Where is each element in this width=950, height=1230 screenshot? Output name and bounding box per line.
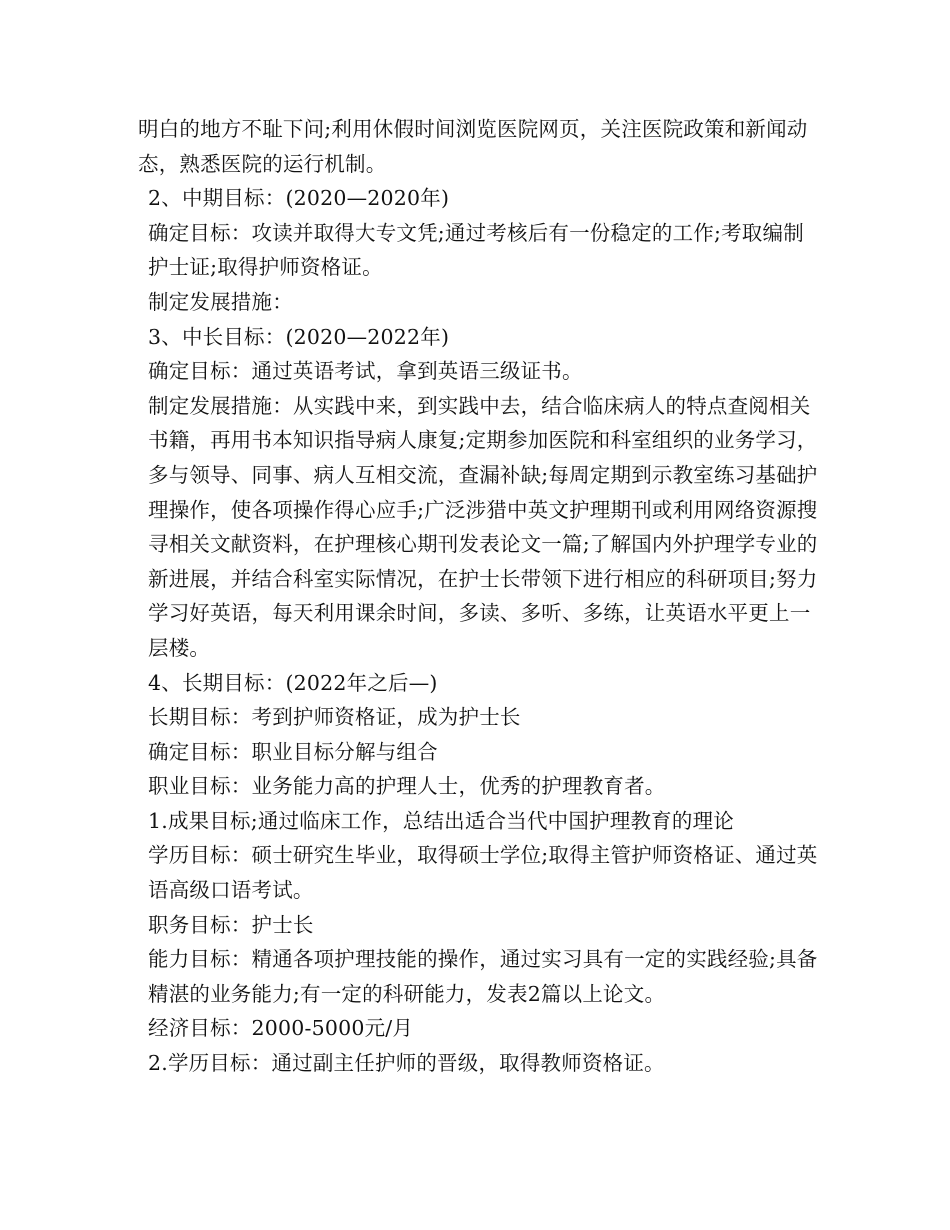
paragraph: 经济目标：2000-5000元/月 [148,1016,414,1041]
paragraph: 确定目标：职业目标分解与组合 [148,739,438,764]
paragraph: 职务目标：护士长 [148,912,314,937]
paragraph: 制定发展措施： [148,289,293,314]
paragraph: 能力目标：精通各项护理技能的操作，通过实习具有一定的实践经验;具备精湛的业务能力;有一定的科研能力，发表2篇以上论文。 [148,947,818,1006]
paragraph: 2.学历目标：通过副主任护师的晋级，取得教师资格证。 [148,1051,665,1076]
paragraph: 2、中期目标：(2020—2020年) [148,186,450,211]
paragraph: 确定目标：通过英语考试，拿到英语三级证书。 [148,359,583,384]
paragraph: 制定发展措施：从实践中来，到实践中去，结合临床病人的特点查阅相关书籍，再用书本知识指导病人康复;定期参加医院和科室组织的业务学习，多与领导、同事、病人互相交流，查漏补缺;每周定期到示教室练习基础护理操作，使各项操作得心应手;广泛涉猎中英文护理期刊或利用网络资源搜寻相关文献资料，在护理核心期刊发表论文一篇;了解国内外护理学专业的新进展，并结合科室实际情况，在护士长带领下进行相应的科研项目;努力学习好英语，每天利用课余时间，多读、多听、多练，让英语水平更上一层楼。 [148,393,818,660]
paragraph: 长期目标：考到护师资格证，成为护士长 [148,705,521,730]
paragraph: 明白的地方不耻下问;利用休假时间浏览医院网页，关注医院政策和新闻动态，熟悉医院的运行机制。 [138,117,808,176]
paragraph: 学历目标：硕士研究生毕业，取得硕士学位;取得主管护师资格证、通过英语高级口语考试。 [148,843,818,903]
paragraph: 4、长期目标：(2022年之后—) [148,670,438,695]
paragraph: 职业目标：业务能力高的护理人士，优秀的护理教育者。 [148,774,666,799]
paragraph: 3、中长目标：(2020—2022年) [148,324,450,349]
document-body [138,112,818,1081]
paragraph: 确定目标：攻读并取得大专文凭;通过考核后有一份稳定的工作;考取编制护士证;取得护师资格证。 [148,220,804,280]
paragraph: 1.成果目标;通过临床工作，总结出适合当代中国护理教育的理论 [148,808,734,833]
